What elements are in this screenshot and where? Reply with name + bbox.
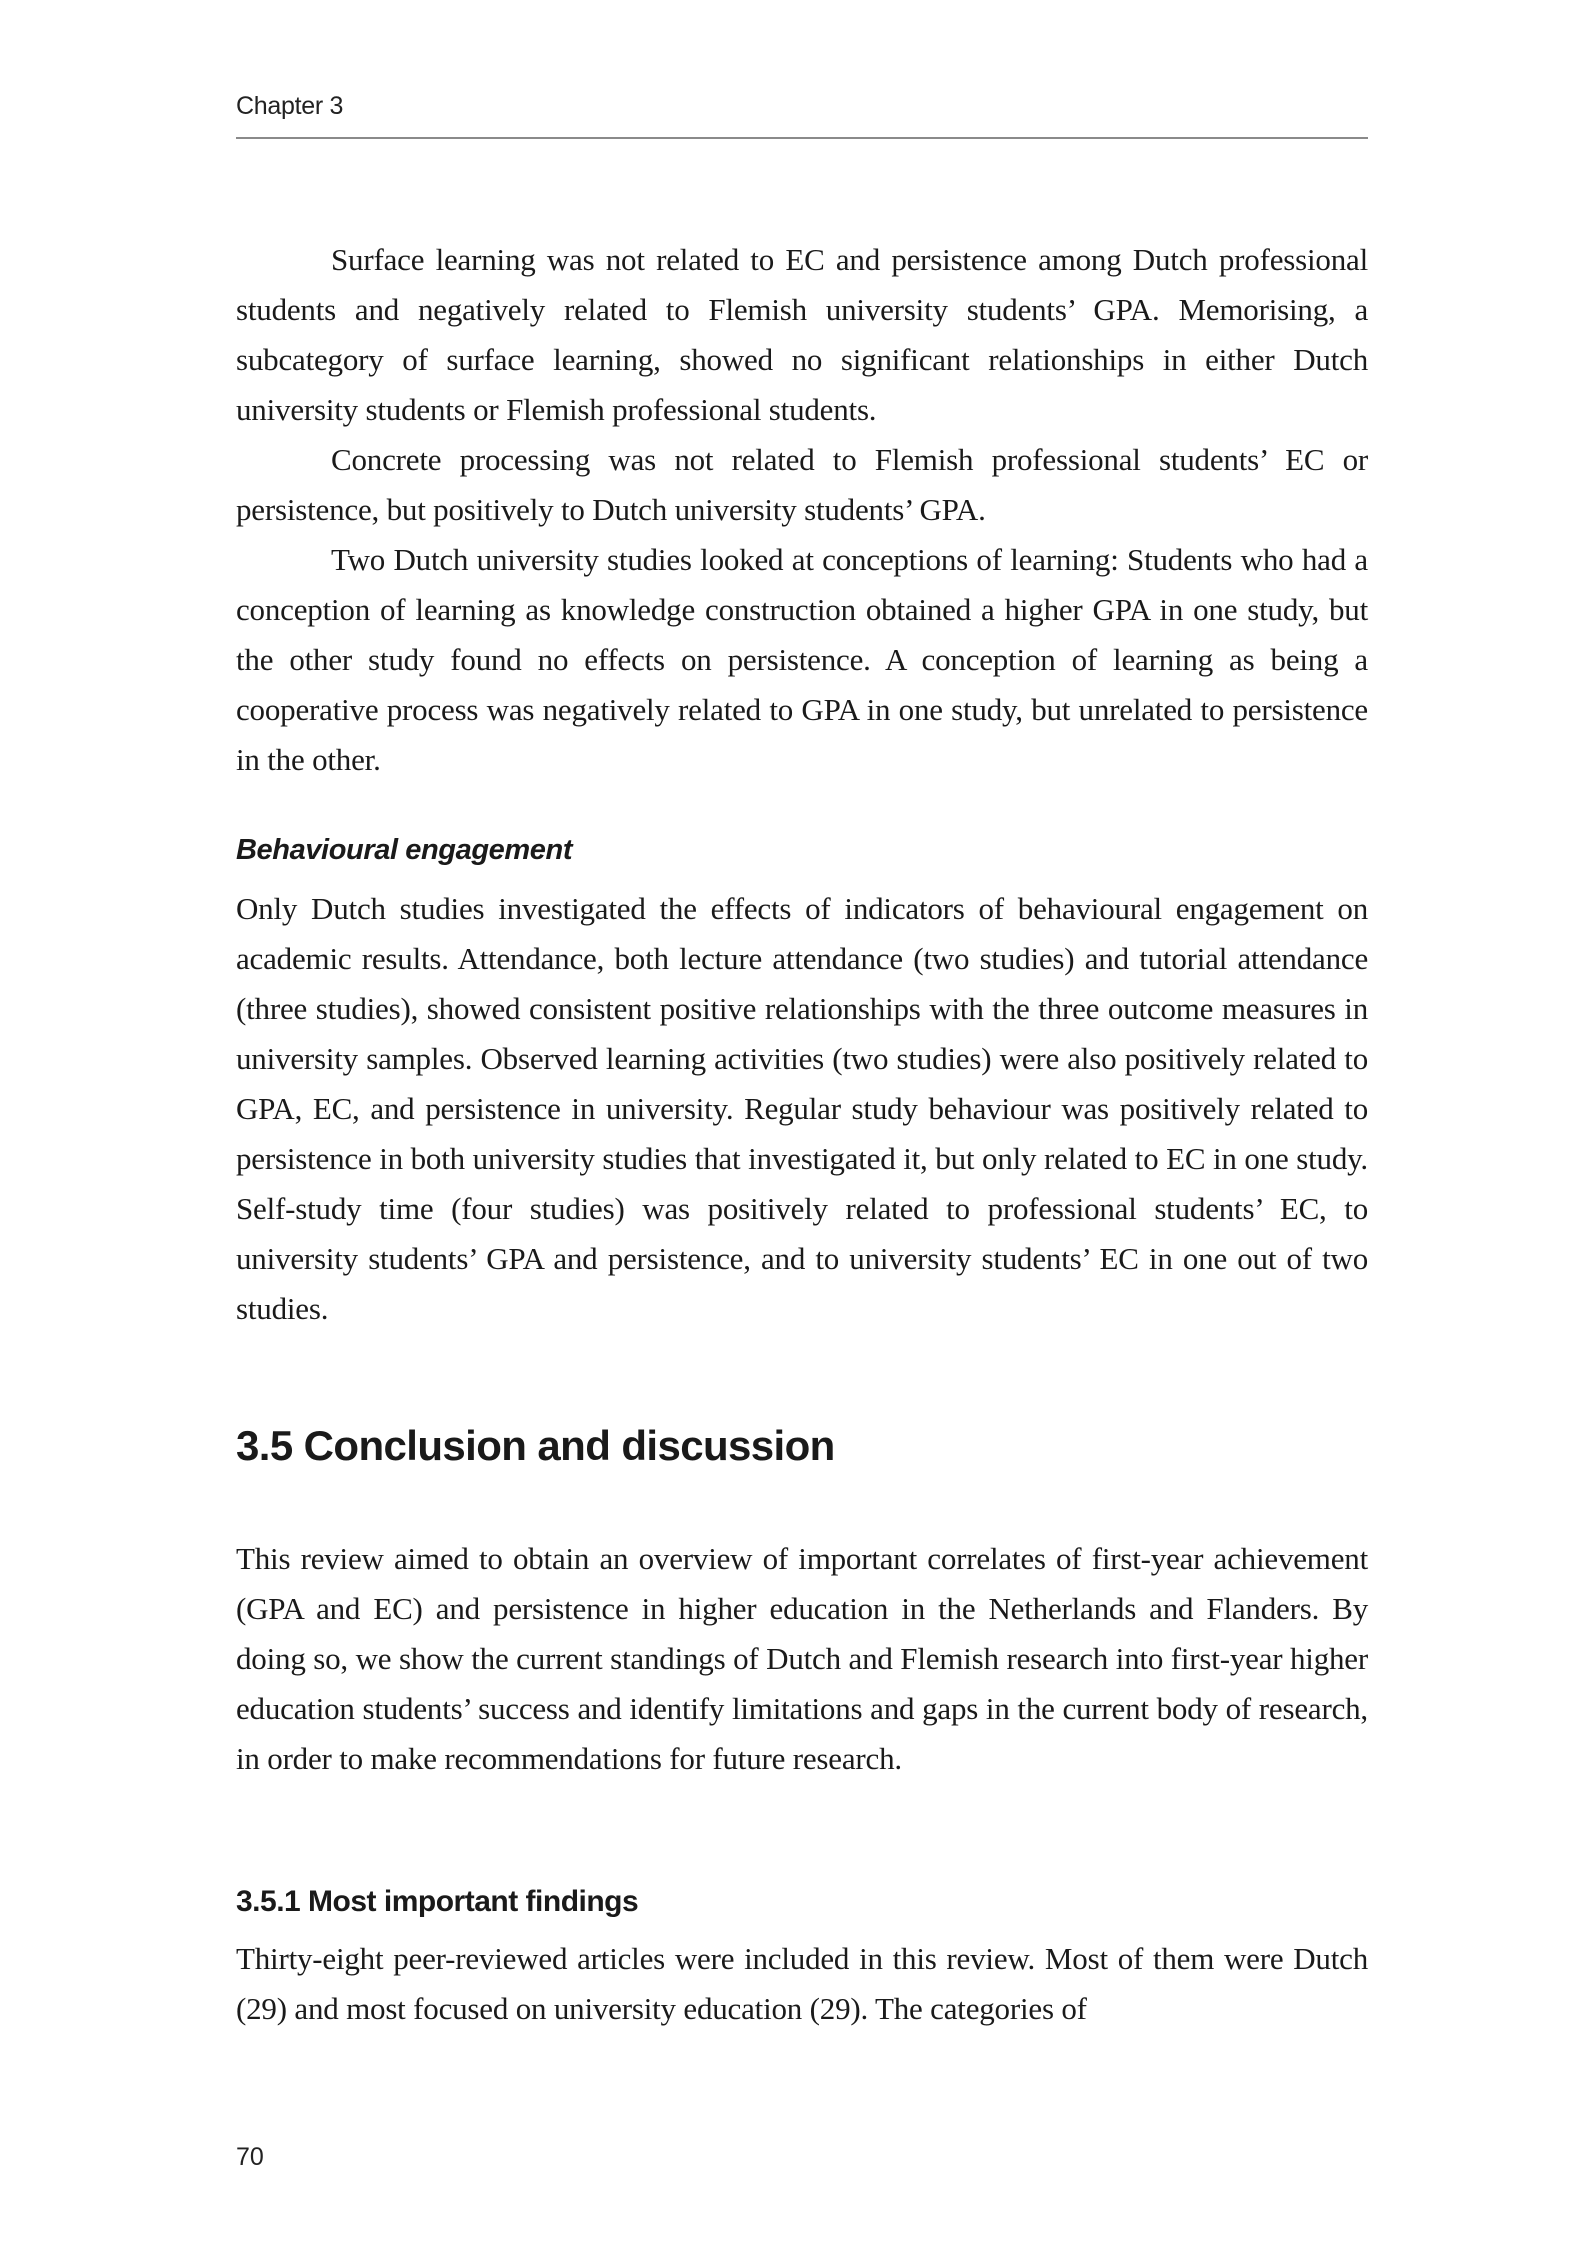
paragraph-concrete-processing: Concrete processing was not related to Flemish professional students’ EC or persistence, but positively to Dutch university students’ GPA. <box>236 442 1368 527</box>
header-divider <box>236 137 1368 139</box>
subheading-behavioural-engagement: Behavioural engagement <box>236 834 573 866</box>
subsection-heading-findings: 3.5.1 Most important findings <box>236 1885 639 1918</box>
running-header: Chapter 3 <box>236 92 344 120</box>
paragraph-findings: Thirty-eight peer-reviewed articles were included in this review. Most of them were Dutch (29) and most focused on university education (29). The categories of <box>236 1941 1368 2026</box>
paragraph-review-aim: This review aimed to obtain an overview of important correlates of first-year achievement (GPA and EC) and persistence in higher education in the Netherlands and Flanders. By doing so, we show the current standings of Dutch and Flemish research into first-year higher education students’ success and identify limitations and gaps in the current body of research, in order to make recommendations for future research. <box>236 1541 1368 1776</box>
findings-section <box>236 1934 1368 2034</box>
section-heading-conclusion: 3.5 Conclusion and discussion <box>236 1422 835 1469</box>
behavioural-engagement-section <box>236 884 1368 1334</box>
page-number: 70 <box>236 2143 264 2171</box>
conclusion-section <box>236 1534 1368 1784</box>
paragraph-behavioural-engagement: Only Dutch studies investigated the effects of indicators of behavioural engagement on academic results. Attendance, both lecture attendance (two studies) and tutorial attendance (three studies), showed consistent positive relationships with the three outcome measures in university samples. Observed learning activities (two studies) were also positively related to GPA, EC, and persistence in university. Regular study behaviour was positively related to persistence in both university studies that investigated it, but only related to EC in one study. Self-study time (four studies) was positively related to professional students’ EC, to university students’ GPA and persistence, and to university students’ EC in one out of two studies. <box>236 891 1368 1326</box>
learning-strategies-paragraphs <box>236 235 1368 785</box>
paragraph-conceptions-of-learning: Two Dutch university studies looked at conceptions of learning: Students who had a conception of learning as knowledge construction obtained a higher GPA in one study, but the other study found no effects on persistence. A conception of learning as being a cooperative process was negatively related to GPA in one study, but unrelated to persistence in the other. <box>236 542 1368 777</box>
paragraph-surface-learning: Surface learning was not related to EC and persistence among Dutch professional students and negatively related to Flemish university students’ GPA. Memorising, a subcategory of surface learning, showed no significant relationships in either Dutch university students or Flemish professional students. <box>236 242 1368 427</box>
